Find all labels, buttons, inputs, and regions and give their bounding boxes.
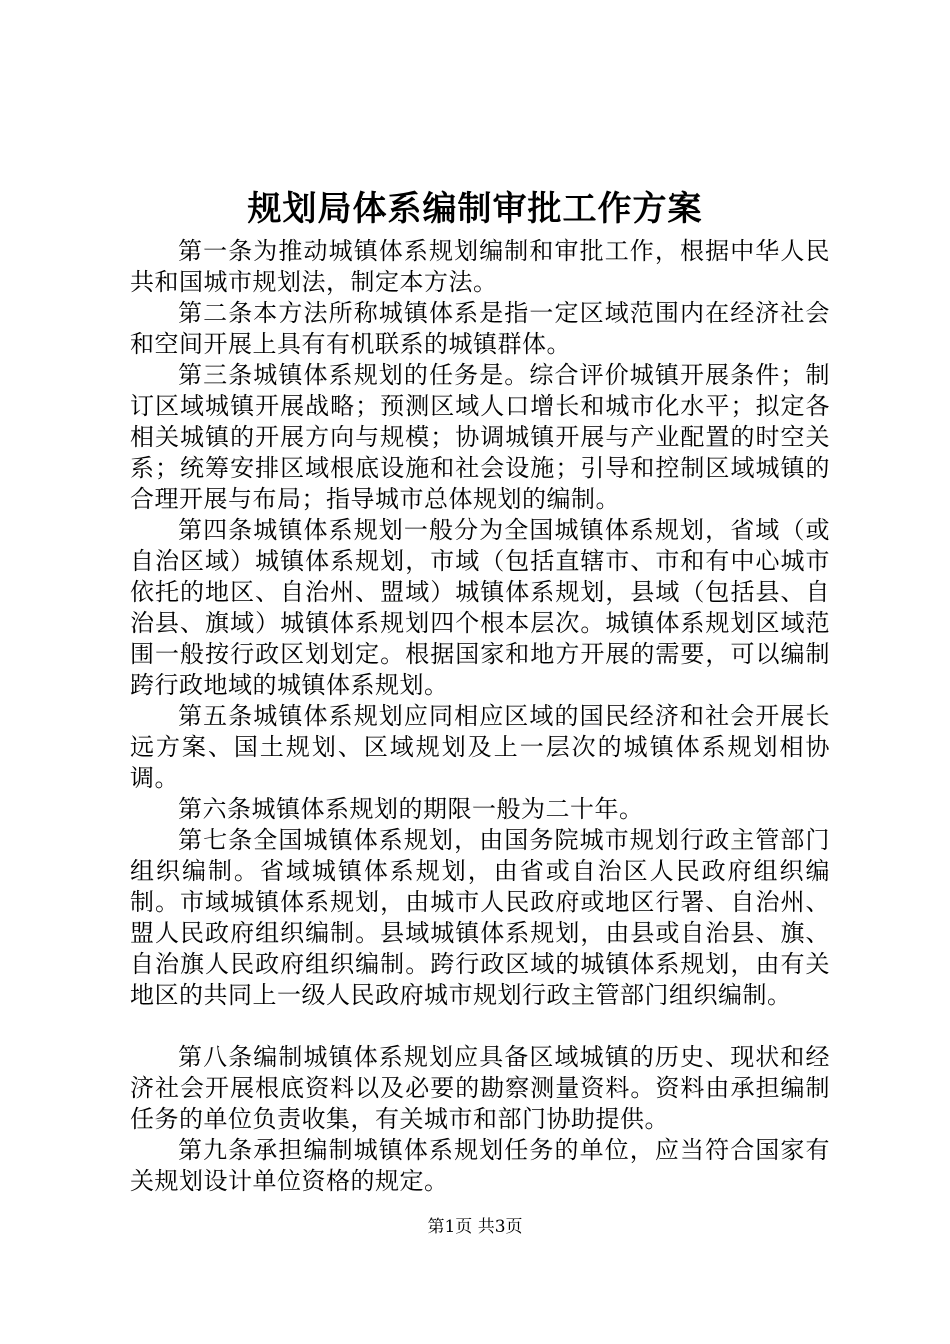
article-5-paragraph: 第五条城镇体系规划应同相应区域的国民经济和社会开展长远方案、国土规划、区域规划及上一层次的城镇体系规划相协调。 — [130, 702, 830, 792]
article-3-paragraph: 第三条城镇体系规划的任务是。综合评价城镇开展条件；制订区域城镇开展战略；预测区域人口增长和城市化水平；拟定各相关城镇的开展方向与规模；协调城镇开展与产业配置的时空关系；统筹安排区域根底设施和社会设施；引导和控制区域城镇的合理开展与布局；指导城市总体规划的编制。 — [130, 361, 830, 513]
article-7-paragraph: 第七条全国城镇体系规划，由国务院城市规划行政主管部门组织编制。省域城镇体系规划，由省或自治区人民政府组织编制。市域城镇体系规划，由城市人民政府或地区行署、自治州、盟人民政府组织编制。县域城镇体系规划，由县或自治县、旗、自治旗人民政府组织编制。跨行政区域的城镇体系规划，由有关地区的共同上一级人民政府城市规划行政主管部门组织编制。 — [130, 826, 830, 1009]
page-number-footer: 第1页 共3页 — [427, 1217, 523, 1237]
article-1-paragraph: 第一条为推动城镇体系规划编制和审批工作，根据中华人民共和国城市规划法，制定本方法。 — [130, 237, 830, 296]
article-8-paragraph: 第八条编制城镇体系规划应具备区域城镇的历史、现状和经济社会开展根底资料以及必要的勘察测量资料。资料由承担编制任务的单位负责收集，有关城市和部门协助提供。 — [130, 1043, 830, 1133]
document-title: 规划局体系编制审批工作方案 — [247, 189, 703, 229]
article-6-paragraph: 第六条城镇体系规划的期限一般为二十年。 — [178, 795, 644, 823]
article-9-paragraph: 第九条承担编制城镇体系规划任务的单位，应当符合国家有关规划设计单位资格的规定。 — [130, 1136, 830, 1195]
document-body — [130, 236, 830, 1197]
article-4-paragraph: 第四条城镇体系规划一般分为全国城镇体系规划，省域（或自治区域）城镇体系规划，市域（包括直辖市、市和有中心城市依托的地区、自治州、盟域）城镇体系规划，县域（包括县、自治县、旗域）城镇体系规划四个根本层次。城镇体系规划区域范围一般按行政区划划定。根据国家和地方开展的需要，可以编制跨行政地域的城镇体系规划。 — [130, 516, 830, 699]
article-2-paragraph: 第二条本方法所称城镇体系是指一定区域范围内在经济社会和空间开展上具有有机联系的城镇群体。 — [130, 299, 830, 358]
